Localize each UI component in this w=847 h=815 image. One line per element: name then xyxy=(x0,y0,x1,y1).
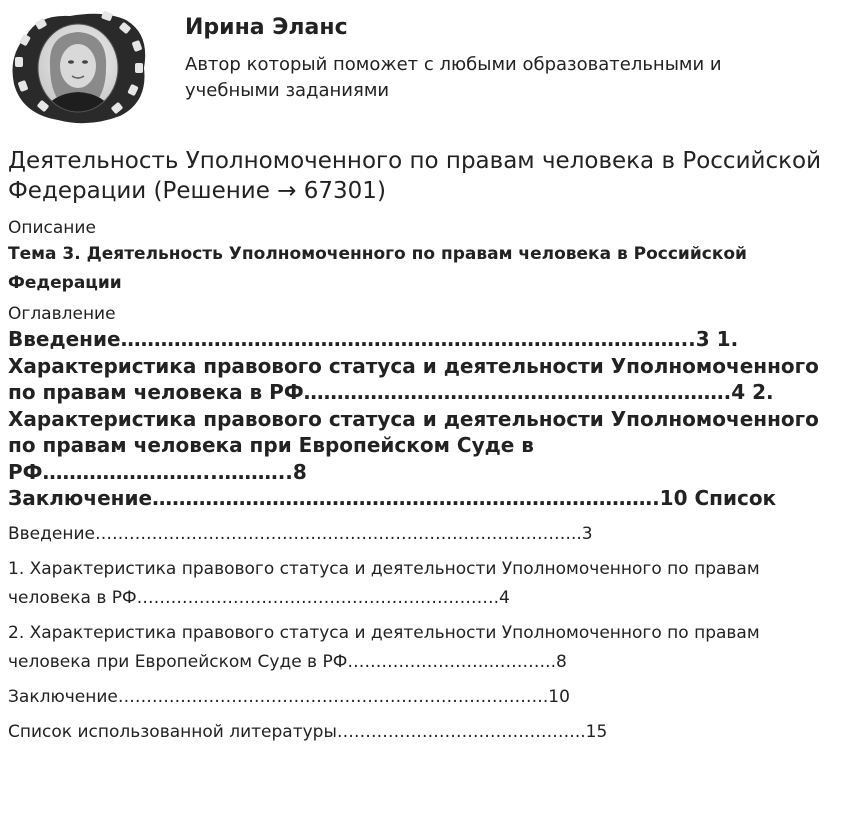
author-name[interactable]: Ирина Эланс xyxy=(185,15,348,40)
author-avatar[interactable] xyxy=(8,6,150,126)
topic-heading: Тема 3. Деятельность Уполномоченного по правам человека в Российской Федерации xyxy=(8,244,747,293)
author-avatar-photo-icon xyxy=(8,6,150,126)
description-label: Описание xyxy=(8,218,96,238)
author-card xyxy=(8,6,838,128)
toc-line-chapter-1: 1. Характеристика правового статуса и деятельности Уполномоченного по правам человека в РФ……………………………………………………….4 xyxy=(8,558,760,608)
toc-bold-block: Введение…………………………………………………………………………..3 1. Характеристика правового статуса и деятельности Уполномоченного по правам человека в РФ……………………………………………………….4 2. Характеристика правового статуса и деятельности Уполномоченного по правам человека при Европейском Суде в РФ……………………..………..8 Заключение………………………………………………………………….10 Список xyxy=(8,327,819,510)
toc-line-bibliography: Список использованной литературы……………………………………..15 xyxy=(8,721,608,742)
work-content xyxy=(8,146,838,747)
toc-line-conclusion: Заключение………………………………………………………………….10 xyxy=(8,686,570,707)
toc-label: Оглавление xyxy=(8,304,116,324)
author-bio: Автор который поможет с любыми образовательными и учебными заданиями xyxy=(185,54,722,101)
toc-line-introduction: Введение…………………………………………………………………………..3 xyxy=(8,523,593,544)
page-title: Деятельность Уполномоченного по правам человека в Российской Федерации (Решение → 67301) xyxy=(8,148,822,204)
toc-line-chapter-2: 2. Характеристика правового статуса и деятельности Уполномоченного по правам человека при Европейском Суде в РФ……………………..………..8 xyxy=(8,622,760,672)
